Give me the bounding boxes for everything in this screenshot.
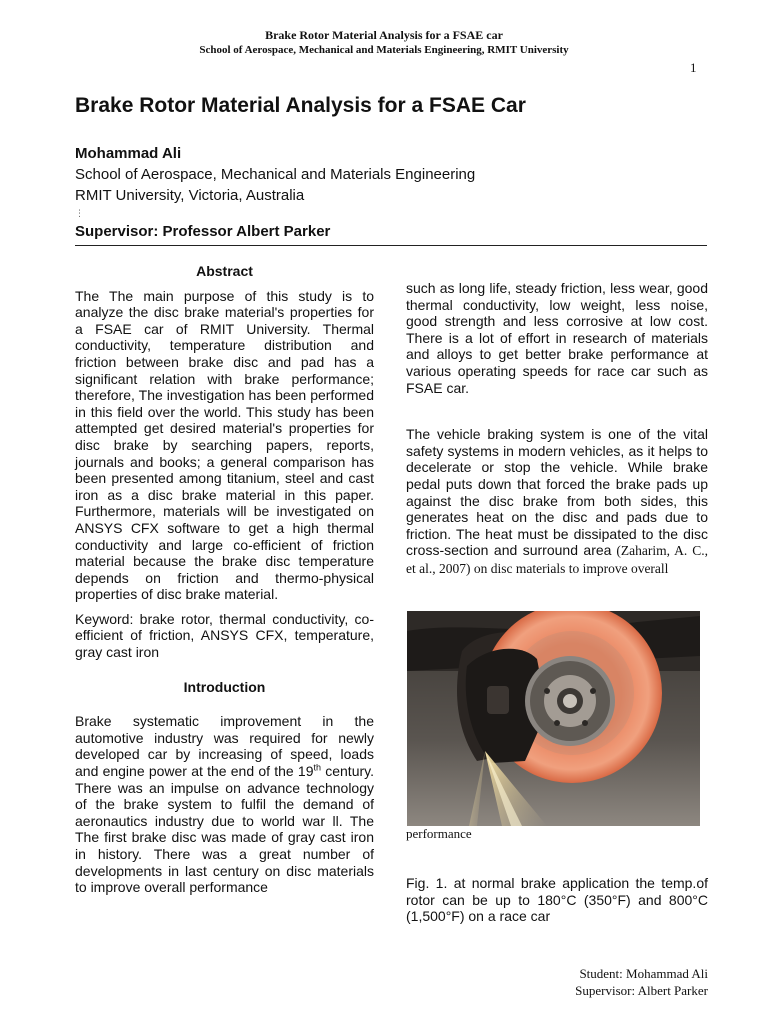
- paper-title: Brake Rotor Material Analysis for a FSAE Car: [75, 94, 526, 117]
- right-para-2: [406, 426, 708, 577]
- keywords: Keyword: brake rotor, thermal conductivity, co-efficient of friction, ANSYS CFX, temperature, gray cast iron: [75, 610, 374, 661]
- right-column: [406, 280, 708, 578]
- right-para-2-citation: (Zaharim, A. C., et al., 2007) on disc materials to improve overall: [406, 543, 708, 576]
- intro-text-part1: Brake systematic improvement in the automotive industry was required for newly developed car by increasing of speed, loads and engine power at the end of the 19: [75, 713, 374, 780]
- author-affiliation-school: School of Aerospace, Mechanical and Materials Engineering: [75, 166, 476, 183]
- brake-disc-photo: [407, 611, 700, 826]
- author-name: Mohammad Ali: [75, 145, 182, 162]
- footer-supervisor: Supervisor: Albert Parker: [575, 983, 708, 998]
- author-affiliation-university: RMIT University, Victoria, Australia: [75, 187, 305, 204]
- footer-student: Student: Mohammad Ali: [579, 966, 708, 981]
- supervisor-line: Supervisor: Professor Albert Parker: [75, 223, 331, 240]
- author-block: [75, 143, 475, 206]
- footer: [540, 965, 708, 999]
- left-column: [75, 263, 374, 896]
- header-divider: [75, 245, 707, 246]
- glowing-brake-disc-icon: [407, 611, 700, 826]
- abstract-body: The The main purpose of this study is to analyze the disc brake material's properties for a FSAE car of RMIT University. Thermal conductivity, temperature distribution and friction between brake disc and pad has a significant relation with brake performance; therefore, The investigation has been performed in this field over the world. This study has been attempted get desired material's properties for disc brake by searching papers, reports, journals and books; a general comparison has been presented among titanium, steel and cast iron as a disc brake material in this paper. Furthermore, materials will be investigated on ANSYS CFX software to get a high thermal conductivity and large co-efficient of friction material because the brake disc temperature depends on friction and thermo-physical properties of disc brake material.: [75, 287, 374, 603]
- intro-superscript: th: [313, 762, 322, 773]
- introduction-body: [75, 713, 374, 896]
- right-para-2-text: The vehicle braking system is one of the vital safety systems in modern vehicles, as it helps to decelerate or stop the vehicle. While brake pedal puts down that forced the brake pads up against the disc brake from both sides, this generates heat on the disc and pads due to friction. The heat must be dissipated to the disc cross-section and surround area: [406, 426, 708, 559]
- page-number: 1: [690, 60, 697, 75]
- running-head-affiliation: School of Aerospace, Mechanical and Materials Engineering, RMIT University: [199, 44, 569, 56]
- running-head: [0, 28, 768, 58]
- figure-caption: Fig. 1. at normal brake application the temp.of rotor can be up to 180°C (350°F) and 800°C (1,500°F) on a race car: [406, 875, 708, 925]
- stray-mark: ⋮: [75, 208, 84, 218]
- figure-caption-fragment: performance: [406, 826, 472, 841]
- running-head-title: Brake Rotor Material Analysis for a FSAE car: [265, 28, 503, 42]
- intro-text-part2: century. There was an impulse on advance technology of the brake system to fulfil the demand of aeronautics industry due to world war ll. The The first brake disc was made of gray cast iron in history. There was a great number of developments in last century on disc materials to improve overall performance: [75, 763, 374, 896]
- right-para-1: such as long life, steady friction, less wear, good thermal conductivity, low weight, less noise, good strength and less corrosive at low cost. There is a lot of effort in research of materials and alloys to get better brake performance at various operating speeds for race car such as FSAE car.: [406, 280, 708, 396]
- introduction-heading: Introduction: [183, 678, 266, 695]
- abstract-heading: Abstract: [196, 263, 253, 279]
